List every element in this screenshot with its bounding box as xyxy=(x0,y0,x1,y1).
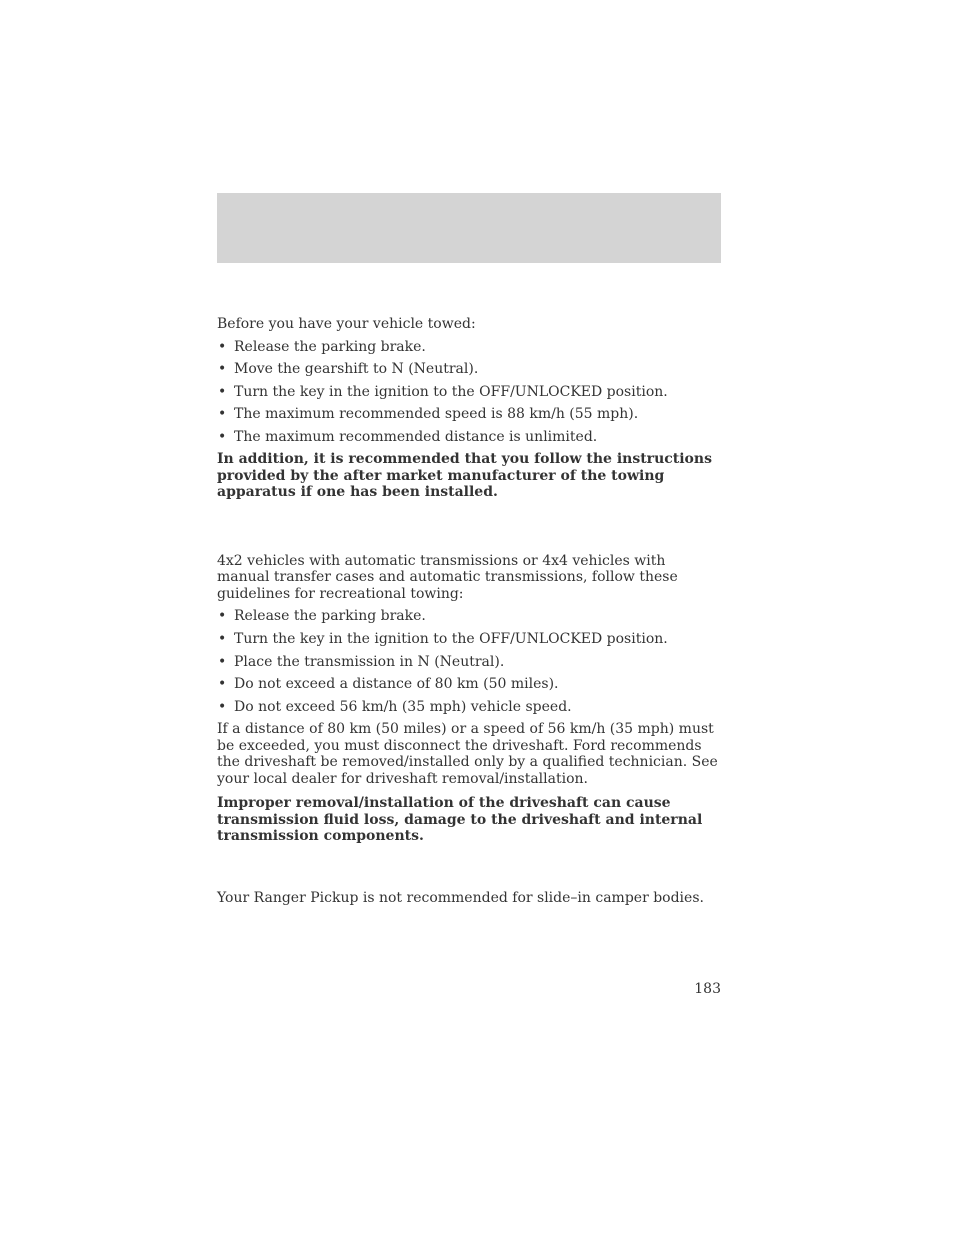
bullet-icon: • xyxy=(218,428,227,445)
camper-note: Your Ranger Pickup is not recommended for slide–in camper bodies. xyxy=(217,889,704,906)
bullet-icon: • xyxy=(218,676,227,693)
recreational-towing-checklist xyxy=(217,608,721,715)
bullet-icon: • xyxy=(218,361,227,378)
page-number: 183 xyxy=(694,981,721,997)
list-item: • Release the parking brake. xyxy=(218,338,426,355)
list-item: • Turn the key in the ignition to the OFF/UNLOCKED position. xyxy=(218,383,668,400)
bullet-icon: • xyxy=(218,653,227,670)
list-item: • Move the gearshift to N (Neutral). xyxy=(218,361,479,378)
list-item: • Place the transmission in N (Neutral). xyxy=(218,653,505,670)
recreational-towing-intro: 4x2 vehicles with automatic transmissions or 4x4 vehicles with manual transfer cases and automatic transmissions, follow these guidelines for recreational towing: xyxy=(217,552,678,602)
bullet-icon: • xyxy=(218,608,227,625)
list-item: • The maximum recommended speed is 88 km/h (55 mph). xyxy=(218,406,639,423)
header-band xyxy=(217,193,721,263)
bullet-icon: • xyxy=(218,383,227,400)
list-item: • Do not exceed 56 km/h (35 mph) vehicle speed. xyxy=(218,698,572,715)
bullet-icon: • xyxy=(218,406,227,423)
bullet-icon: • xyxy=(218,698,227,715)
list-item: • The maximum recommended distance is unlimited. xyxy=(218,428,598,445)
bullet-icon: • xyxy=(218,338,227,355)
list-item: • Release the parking brake. xyxy=(218,608,426,625)
driveshaft-warning: Improper removal/installation of the driveshaft can cause transmission fluid loss, damage to the driveshaft and internal transmission components. xyxy=(217,795,703,845)
driveshaft-paragraph: If a distance of 80 km (50 miles) or a speed of 56 km/h (35 mph) must be exceeded, you must disconnect the driveshaft. Ford recommends the driveshaft be removed/installed only by a qualified technician. See your local dealer for driveshaft removal/installation. xyxy=(217,721,718,787)
bullet-icon: • xyxy=(218,631,227,648)
towing-checklist xyxy=(217,339,721,446)
page-content xyxy=(217,316,721,906)
towing-intro: Before you have your vehicle towed: xyxy=(217,316,476,332)
list-item: • Do not exceed a distance of 80 km (50 miles). xyxy=(218,676,559,693)
list-item: • Turn the key in the ignition to the OFF/UNLOCKED position. xyxy=(218,631,668,648)
towing-apparatus-note: In addition, it is recommended that you follow the instructions provided by the after market manufacturer of the towing apparatus if one has been installed. xyxy=(217,451,712,501)
